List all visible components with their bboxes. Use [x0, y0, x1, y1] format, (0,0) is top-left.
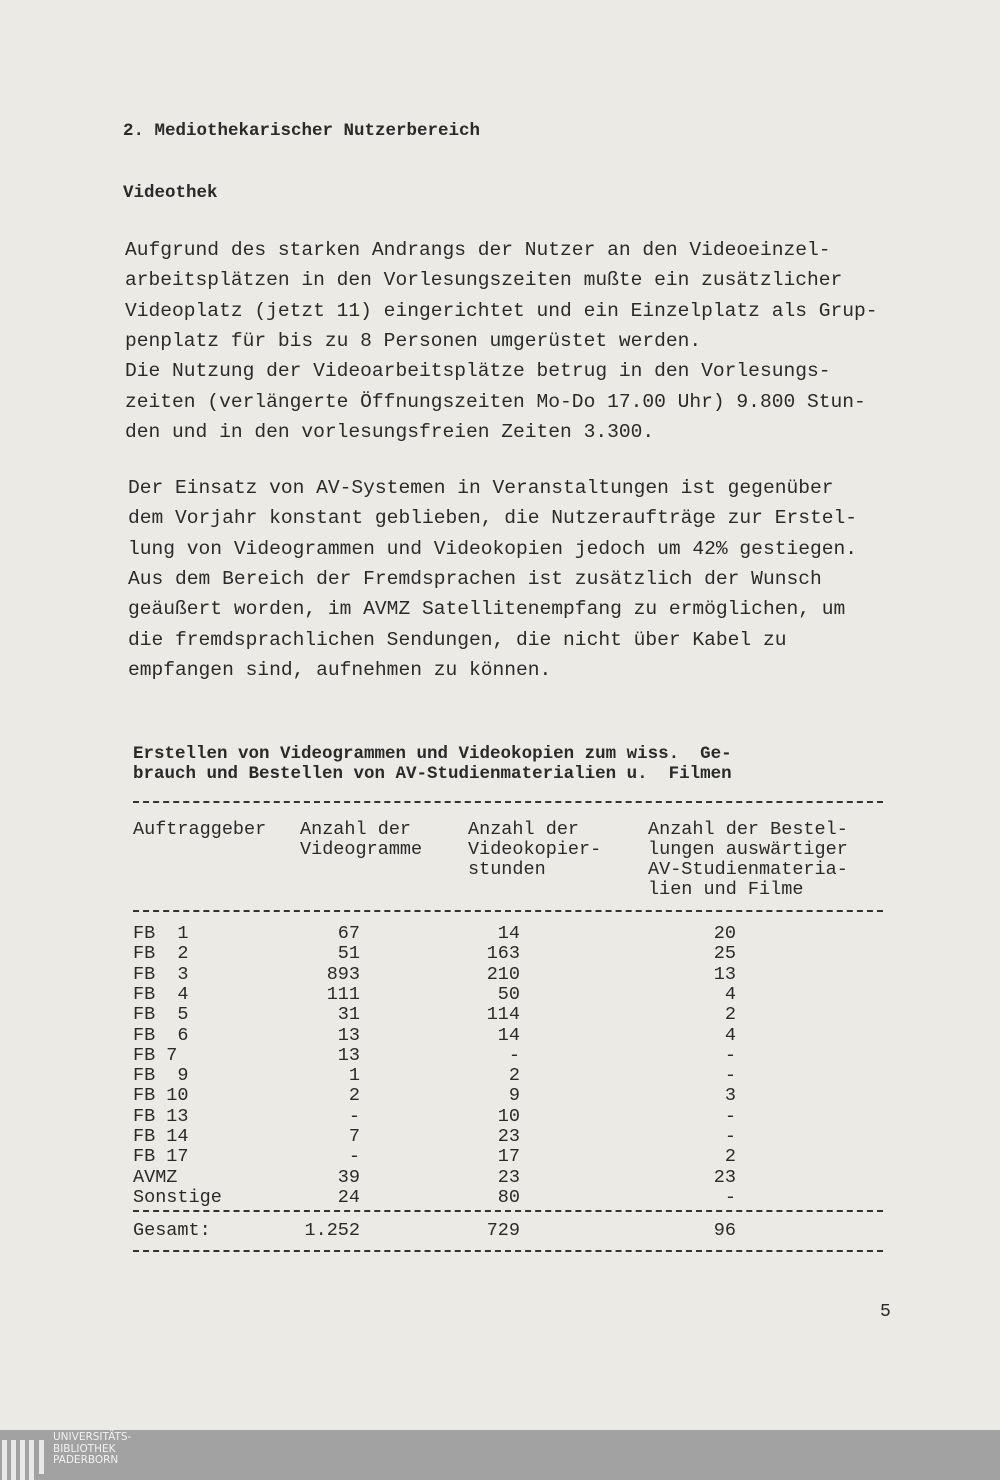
- footer-bar: [0, 1430, 1000, 1480]
- text-line: Videoplatz (jetzt 11) eingerichtet und ein Einzelplatz als Grup-: [125, 299, 878, 322]
- column-header: stunden: [468, 859, 546, 880]
- text-line: Der Einsatz von AV-Systemen in Veranstaltungen ist gegenüber: [128, 477, 834, 499]
- table-title-line: brauch und Bestellen von AV-Studienmaterialien u. Filmen: [133, 764, 732, 784]
- table-cell-value: 39: [337, 1166, 360, 1188]
- total-cell-value: 1.252: [304, 1220, 360, 1241]
- text-line: Aufgrund des starken Andrangs der Nutzer an den Videoeinzel-: [125, 239, 831, 261]
- table-cell-value: 114: [486, 1004, 520, 1026]
- table-title-line: Erstellen von Videogrammen und Videokopien zum wiss. Ge-: [133, 744, 732, 764]
- text-line: Aus dem Bereich der Fremdsprachen ist zusätzlich der Wunsch: [128, 567, 822, 590]
- column-header: AV-Studienmateria-: [648, 859, 848, 880]
- text-line: die fremdsprachlichen Sendungen, die nicht über Kabel zu: [128, 628, 787, 651]
- table-cell-label: FB 4: [133, 983, 189, 1005]
- library-logo-text: UNIVERSITÄTS- BIBLIOTHEK PADERBORN: [53, 1431, 132, 1466]
- table-cell-value: 13: [337, 1024, 360, 1046]
- table-cell-value: 23: [497, 1126, 520, 1147]
- text-line: Die Nutzung der Videoarbeitsplätze betrug in den Vorlesungs-: [125, 360, 831, 383]
- table-cell-label: FB 14: [133, 1126, 189, 1147]
- total-cell-value: 96: [713, 1220, 736, 1241]
- table-cell-value: 7: [348, 1126, 360, 1147]
- table-cell-value: 31: [337, 1004, 360, 1026]
- table-cell-value: 14: [497, 923, 520, 944]
- table-cell-value: 210: [486, 963, 520, 985]
- table-cell-label: FB 5: [133, 1004, 189, 1026]
- table-cell-value: 893: [326, 963, 360, 985]
- text-line: lung von Videogrammen und Videokopien jedoch um 42% gestiegen.: [128, 537, 858, 560]
- text-line: den und in den vorlesungsfreien Zeiten 3.300.: [125, 420, 655, 443]
- table-cell-value: 25: [713, 943, 736, 965]
- subsection-title: Videothek: [123, 183, 218, 203]
- table-cell-value: -: [724, 1186, 736, 1208]
- table-cell-value: -: [724, 1044, 736, 1066]
- table-cell-label: FB 10: [133, 1085, 189, 1107]
- column-header: lungen auswärtiger: [648, 839, 848, 860]
- table-cell-value: 13: [713, 963, 736, 985]
- text-line: arbeitsplätzen in den Vorlesungszeiten mußte ein zusätzlicher: [125, 269, 843, 292]
- table-cell-label: Sonstige: [133, 1186, 222, 1208]
- table-cell-value: 51: [337, 943, 360, 965]
- table-cell-value: 2: [508, 1065, 520, 1087]
- table-cell-value: 2: [724, 1146, 736, 1168]
- table-cell-value: 4: [724, 983, 736, 1005]
- table-cell-value: 23: [497, 1166, 520, 1188]
- table-rule-top: [133, 801, 883, 803]
- table-cell-label: FB 17: [133, 1146, 189, 1168]
- table-rule-bottom: [133, 1250, 883, 1252]
- table-cell-value: -: [508, 1044, 520, 1066]
- table-cell-value: 2: [348, 1085, 360, 1107]
- table-cell-value: 1: [348, 1065, 360, 1087]
- column-header: lien und Filme: [648, 879, 804, 900]
- table-cell-label: FB 2: [133, 943, 189, 965]
- column-header: Anzahl der Bestel-: [648, 819, 848, 840]
- text-line: zeiten (verlängerte Öffnungszeiten Mo-Do 17.00 Uhr) 9.800 Stun-: [125, 390, 866, 413]
- text-line: dem Vorjahr konstant geblieben, die Nutzeraufträge zur Erstel-: [128, 507, 858, 530]
- table-cell-value: 80: [497, 1186, 520, 1208]
- column-header: Anzahl der: [300, 819, 412, 840]
- table-cell-label: FB 7: [133, 1044, 178, 1066]
- text-line: geäußert worden, im AVMZ Satellitenempfang zu ermöglichen, um: [128, 598, 846, 621]
- table-cell-label: FB 3: [133, 963, 189, 985]
- table-cell-label: FB 1: [133, 923, 189, 944]
- column-header: Auftraggeber: [133, 819, 267, 840]
- column-header: Videokopier-: [468, 839, 602, 860]
- table-cell-label: FB 6: [133, 1024, 189, 1046]
- table-cell-value: 20: [713, 923, 736, 944]
- table-cell-label: FB 9: [133, 1065, 189, 1087]
- table-cell-value: 10: [497, 1105, 520, 1127]
- table-cell-value: 111: [326, 983, 360, 1005]
- table-cell-value: -: [348, 1105, 360, 1127]
- table-cell-label: FB 13: [133, 1105, 189, 1127]
- table-cell-value: -: [724, 1126, 736, 1147]
- table-cell-value: 67: [337, 923, 360, 944]
- table-cell-value: 14: [497, 1024, 520, 1046]
- table-cell-value: 17: [497, 1146, 520, 1168]
- table-cell-value: 24: [337, 1186, 360, 1208]
- table-cell-value: -: [348, 1146, 360, 1168]
- section-title: 2. Mediothekarischer Nutzerbereich: [123, 121, 481, 141]
- table-rule-header: [133, 910, 883, 912]
- table-cell-value: 4: [724, 1024, 736, 1046]
- table-cell-value: -: [724, 1105, 736, 1127]
- table-cell-value: -: [724, 1065, 736, 1087]
- text-line: penplatz für bis zu 8 Personen umgerüstet werden.: [125, 329, 702, 352]
- text-line: empfangen sind, aufnehmen zu können.: [128, 658, 552, 681]
- table-cell-label: AVMZ: [133, 1166, 178, 1188]
- table-cell-value: 23: [713, 1166, 736, 1188]
- table-cell-value: 3: [724, 1085, 736, 1107]
- table-cell-value: 9: [508, 1085, 520, 1107]
- table-cell-value: 2: [724, 1004, 736, 1026]
- total-cell-label: Gesamt:: [133, 1220, 211, 1241]
- table-rule-total: [133, 1210, 883, 1212]
- column-header: Videogramme: [300, 839, 423, 860]
- table-cell-value: 50: [497, 983, 520, 1005]
- table-cell-value: 163: [486, 943, 520, 965]
- column-header: Anzahl der: [468, 819, 580, 840]
- page-number: 5: [880, 1302, 891, 1322]
- table-cell-value: 13: [337, 1044, 360, 1066]
- total-cell-value: 729: [486, 1220, 520, 1241]
